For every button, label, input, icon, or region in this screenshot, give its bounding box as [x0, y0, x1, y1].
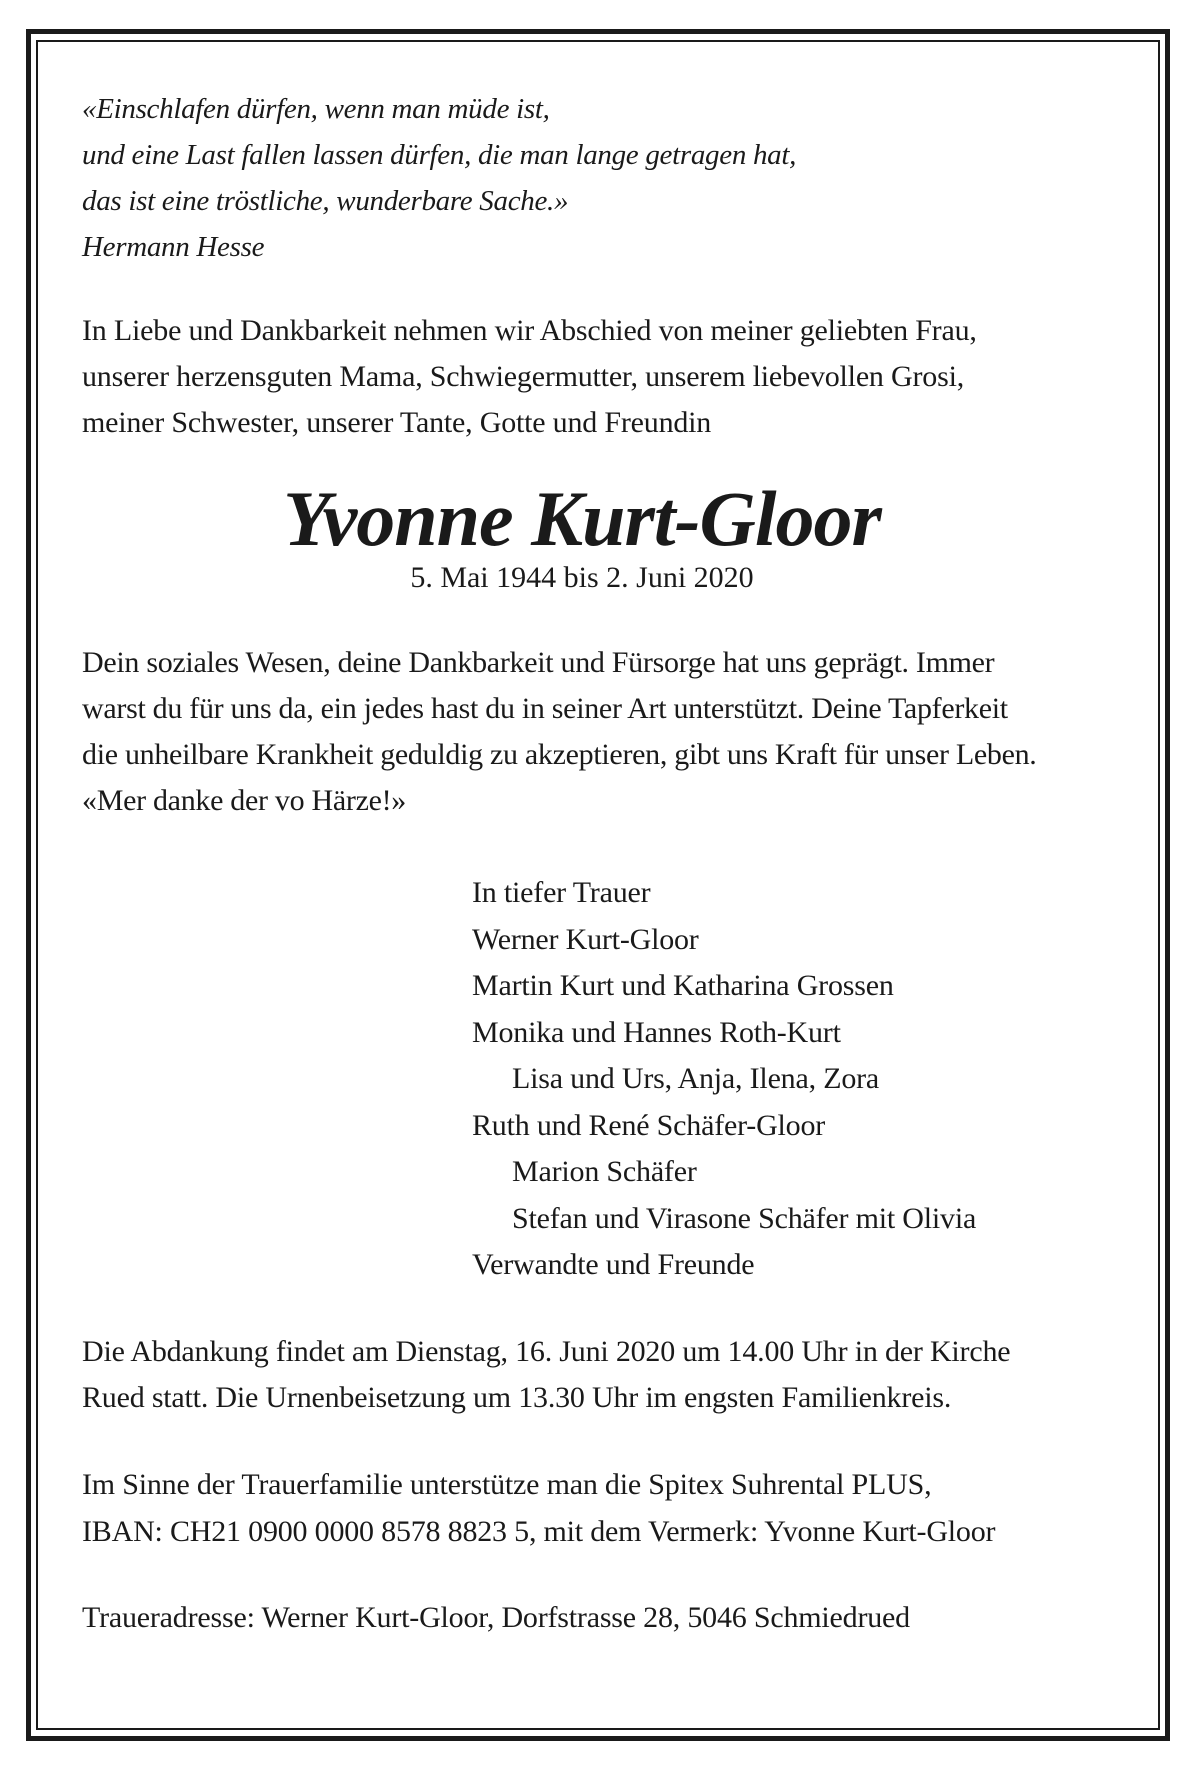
quote-line: «Einschlafen dürfen, wenn man müde ist, — [82, 93, 550, 125]
mourners-list — [472, 870, 1122, 1289]
intro-line: unserer herzensguten Mama, Schwiegermutter, unserem liebevollen Grosi, — [82, 360, 965, 393]
tribute-line: warst du für uns da, ein jedes hast du in seiner Art unterstützt. Deine Tapferkeit — [82, 692, 1008, 725]
service-line: Rued statt. Die Urnenbeisetzung um 13.30 Uhr im engsten Familienkreis. — [82, 1380, 952, 1414]
quote-author: Hermann Hesse — [82, 231, 265, 263]
mourner-entry: Monika und Hannes Roth-Kurt — [472, 1015, 841, 1049]
obituary-notice — [82, 86, 1122, 1641]
tribute-paragraph — [82, 640, 1122, 824]
mourner-entry: Verwandte und Freunde — [472, 1248, 755, 1281]
hesse-quote — [82, 86, 1122, 270]
deceased-name: Yvonne Kurt-Gloor — [283, 475, 881, 562]
mourner-entry-indented: Lisa und Urs, Anja, Ilena, Zora — [512, 1062, 880, 1095]
quote-line: und eine Last fallen lassen dürfen, die man lange getragen hat, — [82, 139, 797, 171]
donation-iban-line: IBAN: CH21 0900 0000 8578 8823 5, mit dem Vermerk: Yvonne Kurt-Gloor — [82, 1514, 996, 1548]
donation-info — [82, 1461, 1122, 1555]
mourner-entry: Ruth und René Schäfer-Gloor — [472, 1108, 826, 1142]
service-line: Die Abdankung findet am Dienstag, 16. Juni 2020 um 14.00 Uhr in der Kirche — [82, 1334, 1011, 1368]
intro-line: meiner Schwester, unserer Tante, Gotte und Freundin — [82, 406, 712, 439]
tribute-line: Dein soziales Wesen, deine Dankbarkeit und Fürsorge hat uns geprägt. Immer — [82, 646, 995, 679]
mourners-heading: In tiefer Trauer — [472, 876, 651, 909]
quote-line: das ist eine tröstliche, wunderbare Sache.» — [82, 185, 569, 217]
farewell-intro — [82, 308, 1122, 446]
mourner-entry: Martin Kurt und Katharina Grossen — [472, 969, 894, 1002]
life-dates: 5. Mai 1944 bis 2. Juni 2020 — [410, 561, 754, 594]
mourner-entry-indented: Stefan und Virasone Schäfer mit Olivia — [512, 1201, 977, 1235]
funeral-service-info — [82, 1329, 1122, 1421]
mourner-entry: Werner Kurt-Gloor — [472, 922, 699, 956]
mourner-entry-indented: Marion Schäfer — [512, 1155, 697, 1188]
tribute-line: die unheilbare Krankheit geduldig zu akzeptieren, gibt uns Kraft für unser Leben. — [82, 738, 1037, 771]
tribute-line: «Mer danke der vo Härze!» — [82, 784, 407, 817]
mourning-address: Traueradresse: Werner Kurt-Gloor, Dorfstrasse 28, 5046 Schmiedrued — [82, 1600, 910, 1634]
intro-line: In Liebe und Dankbarkeit nehmen wir Abschied von meiner geliebten Frau, — [82, 314, 977, 347]
donation-line: Im Sinne der Trauerfamilie unterstütze man die Spitex Suhrental PLUS, — [82, 1467, 932, 1501]
